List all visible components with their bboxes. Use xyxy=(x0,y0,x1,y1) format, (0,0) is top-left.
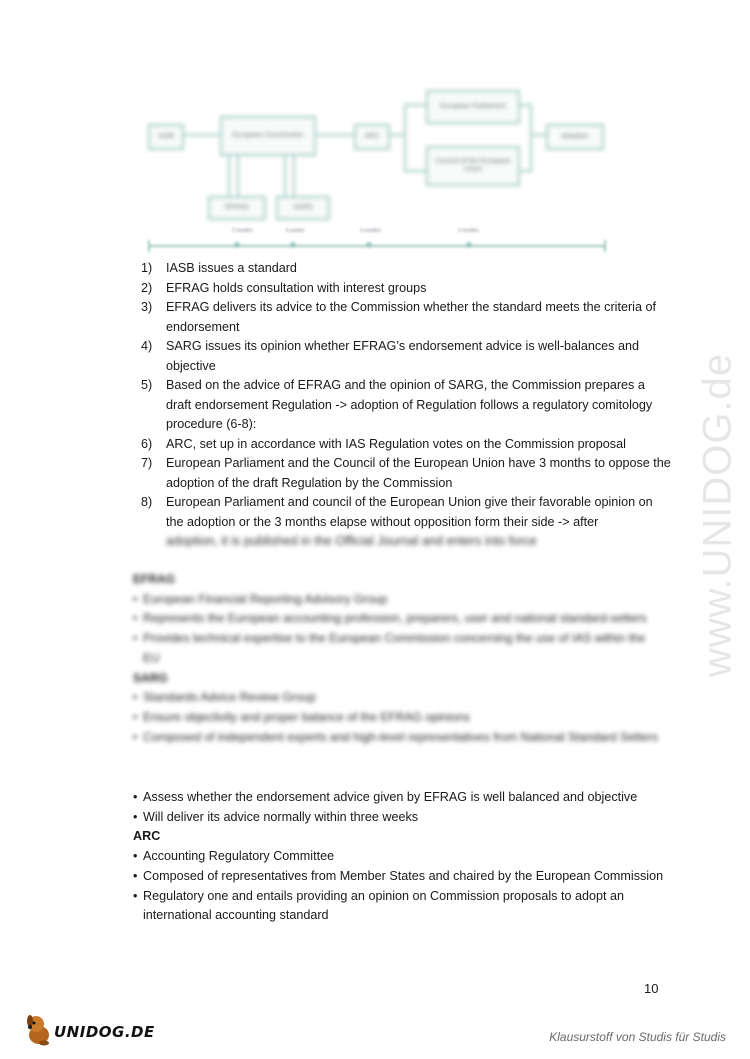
bullet-item: • Composed of independent experts and high-level representatives from National Standard Setters xyxy=(133,728,663,748)
watermark xyxy=(695,300,740,730)
list-item xyxy=(141,493,671,532)
list-item-text: IASB issues a standard xyxy=(166,261,297,275)
bullet-item: • Composed of representatives from Member States and chaired by the European Commission xyxy=(133,867,673,887)
list-item-blurred-continuation xyxy=(141,532,671,552)
diagram-box-label: EFRAG xyxy=(224,204,250,211)
list-item-number: 2) xyxy=(141,280,153,295)
bullet-item: • European Financial Reporting Advisory Group xyxy=(133,590,663,610)
bullet-item: • Will deliver its advice normally within three weeks xyxy=(133,808,673,828)
list-item xyxy=(141,376,671,435)
page-number: 10 xyxy=(644,981,659,996)
bullet-item: • Accounting Regulatory Committee xyxy=(133,847,673,867)
bullet-item: • Standards Advice Review Group xyxy=(133,688,663,708)
diagram-timeline xyxy=(148,228,606,252)
list-item xyxy=(141,279,671,299)
endorsement-diagram xyxy=(140,82,610,252)
section-heading-arc: ARC xyxy=(133,829,161,844)
list-item-number: 3) xyxy=(141,300,153,314)
glossary-blurred-section xyxy=(133,570,663,747)
list-item xyxy=(141,298,671,337)
diagram-box-label: European Commission xyxy=(232,132,304,139)
list-item-number: 1) xyxy=(141,261,153,275)
list-item-text: ARC, set up in accordance with IAS Regulation votes on the Commission proposal xyxy=(166,436,626,451)
timeline-label: 2 months xyxy=(232,228,253,234)
diagram-box-label: ARC xyxy=(364,133,380,140)
list-item-number: 7) xyxy=(141,456,153,470)
endorsement-steps-list xyxy=(141,259,671,552)
diagram-box-label: Adoption xyxy=(561,133,589,140)
unidog-logo xyxy=(22,1013,192,1047)
bullet-item: • Represents the European accounting profession, preparers, user and national standard-setters xyxy=(133,609,663,629)
diagram-box-iasb xyxy=(148,124,184,150)
list-item-number: 6) xyxy=(141,436,153,451)
section-heading-efrag: EFRAG xyxy=(133,572,175,586)
list-item xyxy=(141,454,671,493)
timeline-label: 6 weeks xyxy=(286,228,305,234)
dog-icon xyxy=(22,1013,56,1047)
bullet-item: • Regulatory one and entails providing an opinion on Commission proposals to adopt an international accounting standard xyxy=(133,887,673,926)
timeline-label: 3 months xyxy=(360,228,381,234)
list-item-text: EFRAG holds consultation with interest groups xyxy=(166,280,427,295)
list-item-text: adoption, it is published in the Official Journal and enters into force xyxy=(166,534,537,548)
list-item-text: European Parliament and the Council of the European Union have 3 months to oppose the adoption of the draft Regulation by the Commission xyxy=(166,456,671,490)
diagram-box-parliament xyxy=(426,90,520,124)
diagram-box-adoption xyxy=(546,124,604,150)
watermark-text: www.UNIDOG.de xyxy=(695,352,740,678)
list-item-number: 8) xyxy=(141,495,153,509)
glossary-section xyxy=(133,788,673,926)
timeline-label: 3 months xyxy=(458,228,479,234)
list-item-number: 5) xyxy=(141,378,153,392)
list-item-text: EFRAG delivers its advice to the Commission whether the standard meets the criteria of endorsement xyxy=(166,300,656,334)
list-item xyxy=(141,337,671,376)
diagram-box-label: European Parliament xyxy=(440,103,506,110)
diagram-box-arc xyxy=(354,124,390,150)
bullet-item: • Provides technical expertise to the European Commission concerning the use of IAS within the EU xyxy=(133,629,663,668)
diagram-box-council xyxy=(426,146,520,186)
footer-tagline: Klausurstoff von Studis für Studis xyxy=(549,1030,726,1044)
diagram-box-commission xyxy=(220,116,316,156)
logo-text: UNIDOG.DE xyxy=(54,1023,155,1041)
bullet-item: • Assess whether the endorsement advice given by EFRAG is well balanced and objective xyxy=(133,788,673,808)
bullet-item: • Ensure objectivity and proper balance of the EFRAG opinions xyxy=(133,708,663,728)
list-item-text: European Parliament and council of the European Union give their favorable opinion on the adoption or the 3 months elapse without opposition form their side -> after xyxy=(166,495,653,529)
diagram-box-efrag xyxy=(208,196,266,220)
section-heading-sarg: SARG xyxy=(133,670,168,685)
diagram-box-sarg xyxy=(276,196,330,220)
list-item-text: Based on the advice of EFRAG and the opinion of SARG, the Commission prepares a draft endorsement Regulation -> adoption of Regulation follows a regulatory comitology procedure (6-8): xyxy=(166,378,653,431)
list-item xyxy=(141,435,671,455)
diagram-box-label: IASB xyxy=(158,133,174,140)
diagram-box-label: SARG xyxy=(293,204,313,211)
list-item-text: SARG issues its opinion whether EFRAG’s endorsement advice is well-balances and objective xyxy=(166,339,639,373)
list-item xyxy=(141,259,671,279)
list-item-number: 4) xyxy=(141,339,153,353)
diagram-box-label: Council of the European Union xyxy=(435,158,511,173)
